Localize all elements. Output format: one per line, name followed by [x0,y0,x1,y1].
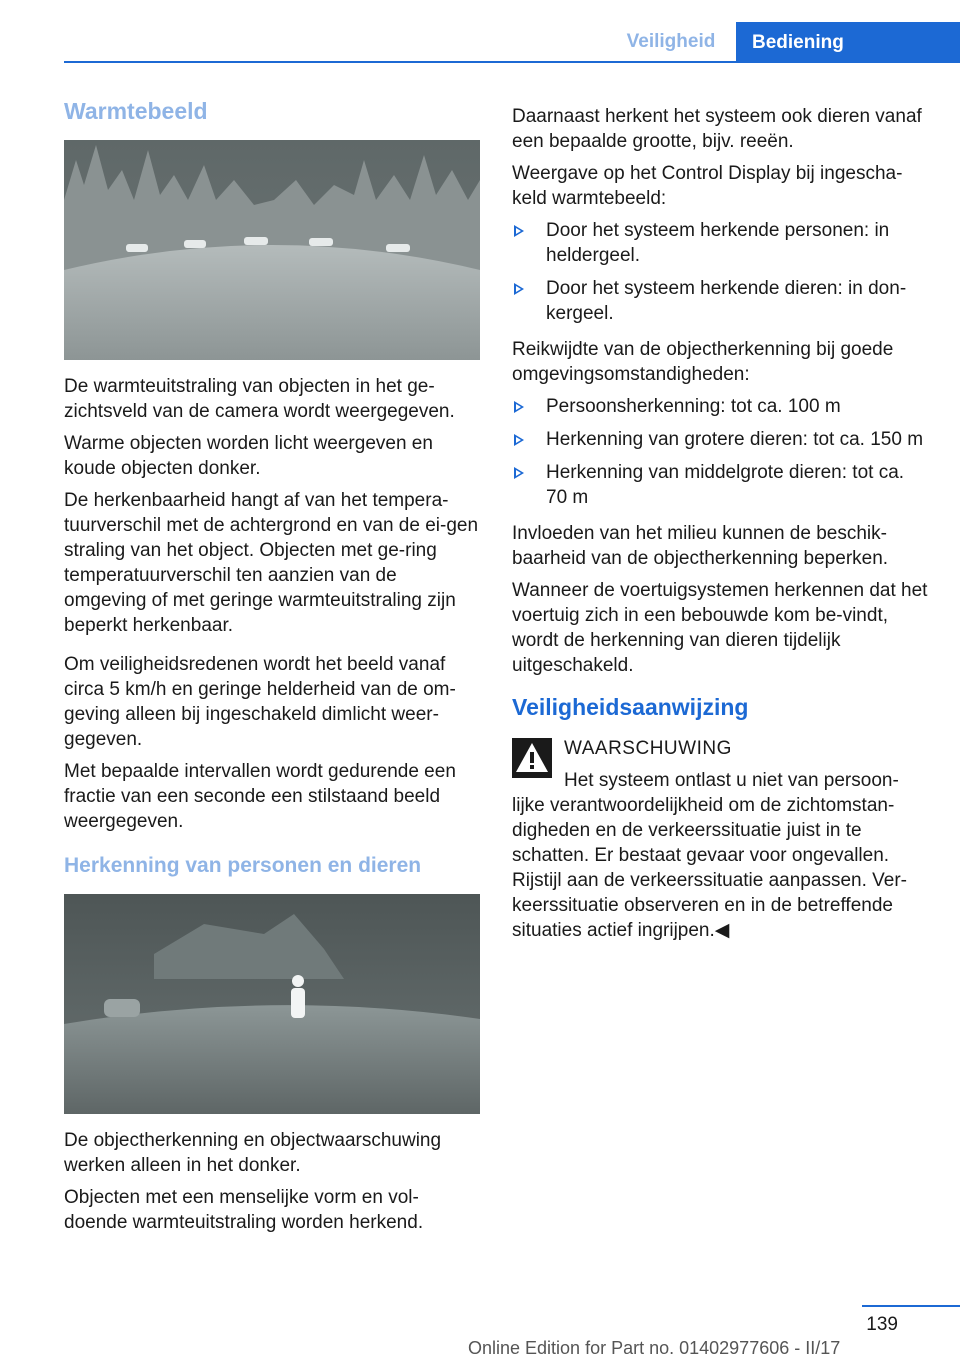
page-number: 139 [866,1314,898,1335]
list-item-text: Persoonsherkenning: tot ca. 100 m [546,396,841,417]
warning-title: WAARSCHUWING [564,738,732,759]
paragraph: Invloeden van het milieu kunnen de beschik‐baarheid van de objectherkenning beperken. [512,523,889,569]
list-item [512,276,930,326]
tab-bediening[interactable]: Bediening [736,22,960,63]
thermal-image-pedestrian [64,894,480,1114]
list-item-text: Herkenning van grotere dieren: tot ca. 150 m [546,429,924,450]
bullet-triangle-icon [514,467,524,479]
tab-veiligheid[interactable]: Veiligheid [626,31,716,52]
left-column [64,96,482,1242]
paragraph: Wanneer de voertuigsystemen herkennen dat het voertuig zich in een bebouwde kom be‐vindt, wordt de herkenning van dieren tijdelijk uitgeschakeld. [512,580,928,676]
list-item [512,394,930,419]
list-item [512,427,930,452]
paragraph: Met bepaalde intervallen wordt gedurende een fractie van een seconde een stilstaand beeld weergegeven. [64,761,456,832]
paragraph: De warmteuitstraling van objecten in het ge‐zichtsveld van de camera wordt weergegeven. [64,376,455,422]
paragraph: De herkenbaarheid hangt af van het tempera‐tuurverschil met de achtergrond en van de ei‐gen straling van het object. Objecten met ge‐ring temperatuurverschil ten aanzien van de omgeving of met geringe warmteuitstraling zijn beperkt herkenbaar. [64,490,479,636]
list-item-text: Door het systeem herkende dieren: in don‐kergeel. [546,278,907,324]
heading-herkenning: Herkenning van personen en dieren [64,854,422,877]
list-item-text: Herkenning van middelgrote dieren: tot ca. 70 m [546,462,905,508]
paragraph: Objecten met een menselijke vorm en vol‐doende warmteuitstraling worden herkend. [64,1187,424,1233]
paragraph: Reikwijdte van de objectherkenning bij goede omgevingsomstandigheden: [512,339,894,385]
bullet-triangle-icon [514,434,524,446]
thermal-image-animals [64,140,480,360]
warning-block [512,736,930,943]
footer-rule [862,1305,960,1307]
bullet-triangle-icon [514,401,524,413]
warning-triangle-icon [512,738,552,778]
bullet-list [512,394,930,510]
list-item-text: Door het systeem herkende personen: in heldergeel. [546,220,890,266]
edition-text: Online Edition for Part no. 01402977606 - II/17 [468,1338,841,1358]
bullet-triangle-icon [514,225,524,237]
paragraph: Warme objecten worden licht weergeven en koude objecten donker. [64,433,433,479]
warning-body: Het systeem ontlast u niet van persoon‐lijke verantwoordelijkheid om de zichtomstan‐digheden en de verkeerssituatie juist in te schatten. Er bestaat gevaar voor ongevallen. Rijstijl aan de verkeerssituatie aanpassen. Ver‐keerssituatie observeren en in de betreffende situaties actief ingrijpen.◀ [512,770,907,941]
heading-warmtebeeld: Warmtebeeld [64,98,208,124]
bullet-triangle-icon [514,283,524,295]
list-item [512,218,930,268]
heading-veiligheidsaanwijzing: Veiligheidsaanwijzing [512,694,749,720]
right-column [512,104,930,950]
list-item [512,460,930,510]
paragraph: Om veiligheidsredenen wordt het beeld vanaf circa 5 km/h en geringe helderheid van de om‐geving alleen bij ingeschakeld dimlicht weer‐gegeven. [64,654,456,750]
bullet-list [512,218,930,326]
paragraph: De objectherkenning en objectwaarschuwing werken alleen in het donker. [64,1130,442,1176]
paragraph: Weergave op het Control Display bij ingescha‐keld warmtebeeld: [512,163,903,209]
paragraph: Daarnaast herkent het systeem ook dieren vanaf een bepaalde grootte, bijv. reeën. [512,106,922,152]
